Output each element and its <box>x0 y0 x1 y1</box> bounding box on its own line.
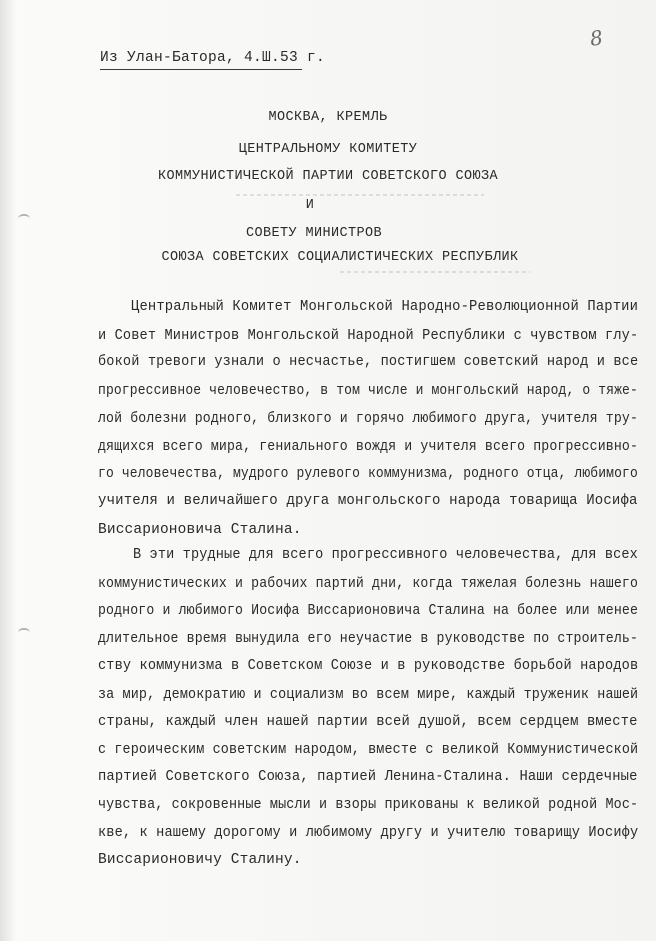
origin-underline <box>100 69 302 70</box>
paragraph-1-line: го человечества, мудрого рулевого коммунизма, родного отца, любимого <box>98 466 638 482</box>
paragraph-2-line: В эти трудные для всего прогрессивного человечества, для всех <box>133 547 638 563</box>
paragraph-2-line: страны, каждый член нашей партии всей душой, всем сердцем вместе <box>98 714 638 730</box>
paragraph-2-line: за мир, демократию и социализм во всем мире, каждый труженик нашей <box>98 687 639 703</box>
paragraph-1-line: лой болезни родного, близкого и горячо любимого друга, учителя тру- <box>98 411 639 427</box>
paragraph-1-line: дящихся всего мира, гениального вождя и учителя всего прогрессивно- <box>98 439 639 455</box>
paragraph-1-line: и Совет Министров Монгольской Народной Республики с чувством глу- <box>98 328 639 344</box>
bleed-through-mark <box>340 271 530 273</box>
bleed-through-mark <box>236 194 484 196</box>
punch-hole-mark <box>18 628 30 633</box>
paragraph-2-line: Виссарионовичу Сталину. <box>98 852 302 868</box>
handwritten-page-number: 8 <box>588 25 605 51</box>
paragraph-2-line: ству коммунизма в Советском Союзе и в руководстве борьбой народов <box>98 658 639 674</box>
paragraph-1-line: прогрессивное человечество, в том числе и монгольский народ, о тяже- <box>98 383 638 399</box>
paragraph-1-line: бокой тревоги узнали о несчастье, постигшем советский народ и все <box>98 354 639 370</box>
address-line: КОММУНИСТИЧЕСКОЙ ПАРТИИ СОВЕТСКОГО СОЮЗА <box>157 169 499 184</box>
paragraph-2-line: длительное время вынудила его неучастие в руководстве по строитель- <box>98 631 639 647</box>
address-line: И <box>305 198 315 213</box>
paragraph-2-line: чувства, сокровенные мысли и взоры прикованы к великой родной Мос- <box>98 797 639 813</box>
paragraph-2-line: кве, к нашему дорогому и любимому другу и учителю товарищу Иосифу <box>98 825 639 841</box>
address-line: СОЮЗА СОВЕТСКИХ СОЦИАЛИСТИЧЕСКИХ РЕСПУБЛИК <box>161 250 519 265</box>
paragraph-2-line: партией Советского Союза, партией Ленина-Сталина. Наши сердечные <box>98 769 638 785</box>
punch-hole-mark <box>18 214 30 219</box>
paragraph-1-line: учителя и величайшего друга монгольского народа товарища Иосифа <box>98 493 638 509</box>
paragraph-1-line: Виссарионовича Сталина. <box>98 522 302 538</box>
paragraph-2-line: с героическим советским народом, вместе с великой Коммунистической <box>98 742 639 758</box>
paragraph-1-line: Центральный Комитет Монгольской Народно-Революционной Партии <box>131 299 639 315</box>
address-line: ЦЕНТРАЛЬНОМУ КОМИТЕТУ <box>238 142 418 157</box>
paragraph-2-line: коммунистических и рабочих партий дни, когда тяжелая болезнь нашего <box>98 576 639 592</box>
origin-line: Из Улан-Батора, 4.Ш.53 г. <box>100 50 326 66</box>
address-line: СОВЕТУ МИНИСТРОВ <box>245 226 383 241</box>
address-line: МОСКВА, КРЕМЛЬ <box>268 110 388 125</box>
paragraph-2-line: родного и любимого Иосифа Виссарионовича Сталина на более или менее <box>98 603 639 619</box>
